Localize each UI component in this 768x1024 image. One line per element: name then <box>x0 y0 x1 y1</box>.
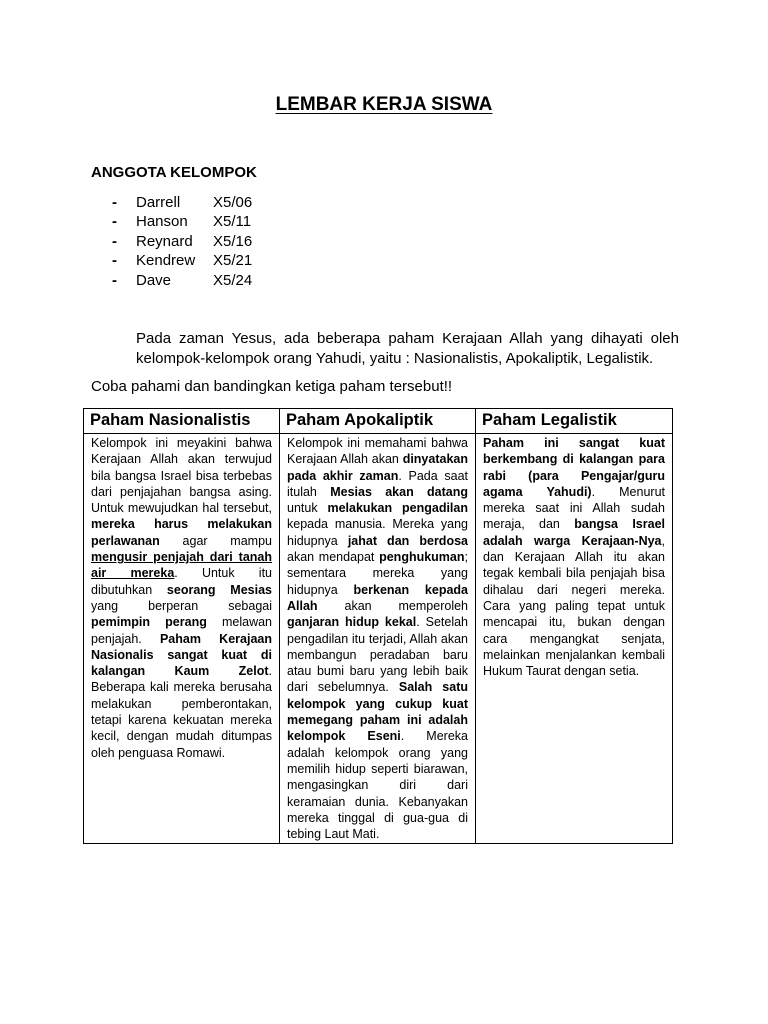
cell-text: ; sementara mereka yang hidupnya <box>287 550 468 597</box>
intro-text: Pada zaman Yesus, ada beberapa paham Kerajaan Allah yang dihayati oleh kelompok-kelompok orang Yahudi, yaitu : Nasionalistis, Apokaliptik, Legalistik. <box>136 330 679 367</box>
emphasis-text: jahat dan berdosa <box>347 533 468 548</box>
cell-text: melawan penjajah. <box>91 615 272 646</box>
cell-text: Kelompok ini memahami bahwa Kerajaan Allah akan <box>287 436 468 467</box>
cell-text: . Pada saat itulah <box>287 468 468 499</box>
emphasis-text: mengusir penjajah dari tanah air mereka <box>91 550 272 581</box>
member-code: X5/11 <box>213 213 252 231</box>
emphasis-text: pemimpin perang <box>91 615 207 630</box>
cell-text: akan memperoleh <box>317 598 468 613</box>
member-name: Hanson <box>136 213 188 231</box>
bullet-icon <box>114 329 136 369</box>
cell-apokaliptik <box>280 434 476 844</box>
member-name: Darrell <box>136 194 181 211</box>
member-name: Reynard <box>136 232 193 250</box>
emphasis-text: Mesias akan datang <box>330 484 468 499</box>
group-heading: ANGGOTA KELOMPOK <box>91 164 257 181</box>
member-name: Dave <box>136 271 172 289</box>
cell-text: yang berperan sebagai <box>91 598 272 613</box>
emphasis-text: penghukuman <box>379 550 465 565</box>
cell-text: agar mampu <box>159 533 272 548</box>
instruction-text: Coba pahami dan bandingkan ketiga paham tersebut!! <box>91 378 453 395</box>
member-code: X5/21 <box>213 252 253 270</box>
header-legalistik: Paham Legalistik <box>476 409 673 434</box>
emphasis-text: melakukan pengadilan <box>327 501 468 516</box>
cell-nasionalistis <box>84 434 280 844</box>
member-list <box>112 193 252 290</box>
list-item: - Dave X5/24 <box>112 271 253 289</box>
emphasis-text: Paham Kerajaan Nasionalis sangat kuat di kalangan Kaum Zelot <box>91 631 272 679</box>
member-code: X5/16 <box>213 232 253 250</box>
emphasis-text: seorang Mesias <box>166 582 272 597</box>
cell-text: untuk <box>287 501 328 516</box>
list-item: - Darrell X5/06 <box>112 194 253 211</box>
table-row <box>84 434 673 844</box>
intro-paragraph <box>114 329 679 369</box>
cell-legalistik <box>476 434 673 844</box>
member-code: X5/24 <box>213 271 253 289</box>
header-apokaliptik: Paham Apokaliptik <box>280 409 476 434</box>
emphasis-text: Paham ini sangat kuat berkembang di kalangan para rabi (para Pengajar/guru agama Yahudi) <box>483 436 665 499</box>
member-name: Kendrew <box>136 252 196 270</box>
emphasis-text: dinyatakan pada akhir zaman <box>287 452 468 483</box>
cell-text: . Mereka adalah kelompok orang yang memilih hidup seperti biarawan, mengasingkan diri dari keramaian dunia. Kebanyakan mereka tinggal di gua-gua di tebing Laut Mati. <box>287 729 468 842</box>
cell-text: kepada manusia. Mereka yang hidupnya <box>287 517 468 548</box>
cell-text: . Untuk itu dibutuhkan <box>91 566 272 597</box>
emphasis-text: bangsa Israel adalah warga Kerajaan-Nya <box>483 517 666 548</box>
emphasis-text: mereka harus melakukan perlawanan <box>91 517 272 548</box>
list-item: - Hanson X5/11 <box>112 213 252 231</box>
header-nasionalistis: Paham Nasionalistis <box>84 409 280 434</box>
cell-text: Kelompok ini meyakini bahwa Kerajaan Allah akan terwujud bila bangsa Israel bisa terbebas dari penjajahan bangsa asing. Untuk mewujudkan hal tersebut, <box>91 436 272 516</box>
list-item: - Kendrew X5/21 <box>112 252 253 270</box>
cell-text: akan mendapat <box>287 550 380 565</box>
comparison-table <box>83 408 673 844</box>
list-item: - Reynard X5/16 <box>112 232 253 250</box>
member-code: X5/06 <box>213 194 253 211</box>
cell-text: , dan Kerajaan Allah itu akan tegak kembali bila penjajah bisa dihalau dari negeri mereka. Cara yang paling tepat untuk mencapai itu, bukan dengan cara mengangkat senjata, melainkan menjalankan kembali Hukum Taurat dengan setia. <box>483 533 665 679</box>
emphasis-text: ganjaran hidup kekal <box>287 615 417 630</box>
cell-text: . Beberapa kali mereka berusaha melakukan pemberontakan, tetapi karena kekuatan mereka kecil, dengan mudah ditumpas oleh penguasa Romawi. <box>91 664 272 760</box>
emphasis-text: berkenan kepada Allah <box>287 582 468 613</box>
page-title: LEMBAR KERJA SISWA <box>275 94 493 115</box>
emphasis-text: Salah satu kelompok yang cukup kuat memegang paham ini adalah kelompok Eseni <box>287 680 468 744</box>
table-header-row <box>84 409 673 434</box>
cell-text: . Menurut mereka saat ini Allah sudah meraja, dan <box>483 484 665 532</box>
cell-text: . Setelah pengadilan itu terjadi, Allah akan membangun peradaban baru atau bumi baru yang lebih baik dari sebelumnya. <box>287 615 468 695</box>
